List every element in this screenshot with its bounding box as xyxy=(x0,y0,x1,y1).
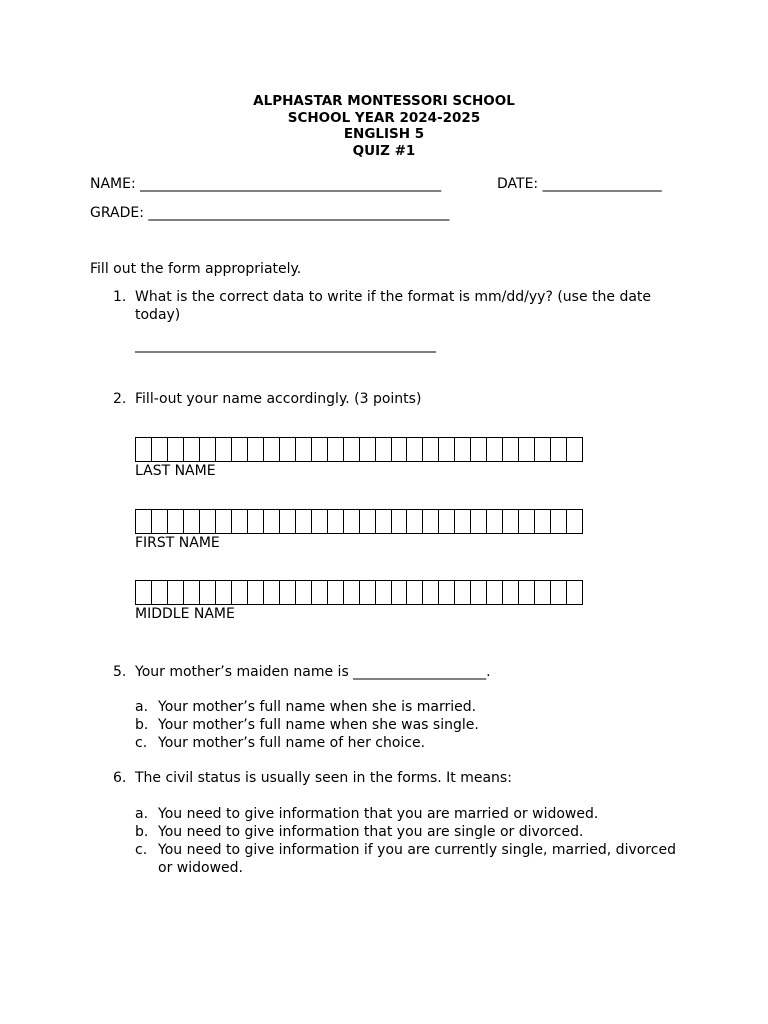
letter-box[interactable] xyxy=(423,580,439,605)
letter-box[interactable] xyxy=(376,437,392,462)
letter-box[interactable] xyxy=(328,437,344,462)
letter-box[interactable] xyxy=(567,509,583,534)
letter-box[interactable] xyxy=(152,437,168,462)
middle-name-boxes[interactable] xyxy=(135,580,583,605)
letter-box[interactable] xyxy=(216,580,232,605)
q2-number: 2. xyxy=(113,391,127,407)
letter-box[interactable] xyxy=(296,437,312,462)
letter-box[interactable] xyxy=(184,580,200,605)
q6-option-letter: a. xyxy=(135,806,149,822)
q5-option-text: Your mother’s full name when she was single. xyxy=(158,717,479,733)
last-name-boxes[interactable] xyxy=(135,437,583,462)
letter-box[interactable] xyxy=(503,580,519,605)
q5-number: 5. xyxy=(113,664,127,680)
letter-box[interactable] xyxy=(471,509,487,534)
letter-box[interactable] xyxy=(423,437,439,462)
letter-box[interactable] xyxy=(264,509,280,534)
q5-option-text: Your mother’s full name of her choice. xyxy=(158,735,426,751)
q2-text: Fill-out your name accordingly. (3 points) xyxy=(135,391,422,407)
letter-box[interactable] xyxy=(423,509,439,534)
letter-box[interactable] xyxy=(392,509,408,534)
q1-answer-line: ___________________________________________ xyxy=(135,337,436,353)
letter-box[interactable] xyxy=(248,437,264,462)
q6-option-letter: b. xyxy=(135,824,149,840)
first-name-boxes[interactable] xyxy=(135,509,583,534)
letter-box[interactable] xyxy=(439,509,455,534)
middle-name-label: MIDDLE NAME xyxy=(135,606,235,622)
letter-box[interactable] xyxy=(152,509,168,534)
letter-box[interactable] xyxy=(312,437,328,462)
letter-box[interactable] xyxy=(535,580,551,605)
letter-box[interactable] xyxy=(184,437,200,462)
letter-box[interactable] xyxy=(328,509,344,534)
q5-option-text: Your mother’s full name when she is married. xyxy=(158,699,477,715)
letter-box[interactable] xyxy=(280,580,296,605)
letter-box[interactable] xyxy=(407,580,423,605)
letter-box[interactable] xyxy=(471,580,487,605)
letter-box[interactable] xyxy=(487,580,503,605)
letter-box[interactable] xyxy=(567,580,583,605)
q6-option-text: You need to give information that you are single or divorced. xyxy=(158,824,584,840)
letter-box[interactable] xyxy=(439,437,455,462)
grade-field: GRADE: ___________________________________________ xyxy=(90,205,450,221)
q6-text: The civil status is usually seen in the forms. It means: xyxy=(135,770,512,786)
letter-box[interactable] xyxy=(248,580,264,605)
letter-box[interactable] xyxy=(519,509,535,534)
letter-box[interactable] xyxy=(535,437,551,462)
letter-box[interactable] xyxy=(344,437,360,462)
q1-text-line2: today) xyxy=(135,307,181,323)
letter-box[interactable] xyxy=(360,580,376,605)
letter-box[interactable] xyxy=(503,509,519,534)
letter-box[interactable] xyxy=(376,580,392,605)
letter-box[interactable] xyxy=(392,580,408,605)
letter-box[interactable] xyxy=(200,509,216,534)
letter-box[interactable] xyxy=(280,509,296,534)
letter-box[interactable] xyxy=(567,437,583,462)
letter-box[interactable] xyxy=(312,580,328,605)
q6-option-text: You need to give information that you are married or widowed. xyxy=(158,806,599,822)
q5-text: Your mother’s maiden name is ___________________. xyxy=(135,664,491,680)
letter-box[interactable] xyxy=(487,437,503,462)
letter-box[interactable] xyxy=(200,580,216,605)
letter-box[interactable] xyxy=(360,509,376,534)
letter-box[interactable] xyxy=(519,437,535,462)
letter-box[interactable] xyxy=(407,437,423,462)
letter-box[interactable] xyxy=(439,580,455,605)
letter-box[interactable] xyxy=(535,509,551,534)
letter-box[interactable] xyxy=(232,580,248,605)
letter-box[interactable] xyxy=(455,437,471,462)
name-field: NAME: ___________________________________________ xyxy=(90,176,442,192)
letter-box[interactable] xyxy=(168,580,184,605)
letter-box[interactable] xyxy=(376,509,392,534)
letter-box[interactable] xyxy=(216,509,232,534)
letter-box[interactable] xyxy=(551,509,567,534)
letter-box[interactable] xyxy=(455,580,471,605)
school-name: ALPHASTAR MONTESSORI SCHOOL xyxy=(253,93,515,109)
q5-option-letter: b. xyxy=(135,717,149,733)
letter-box[interactable] xyxy=(168,509,184,534)
letter-box[interactable] xyxy=(232,509,248,534)
date-field: DATE: _________________ xyxy=(497,176,662,192)
letter-box[interactable] xyxy=(503,437,519,462)
letter-box[interactable] xyxy=(264,580,280,605)
letter-box[interactable] xyxy=(264,437,280,462)
q5-option-letter: c. xyxy=(135,735,148,751)
q6-option-text-continued: or widowed. xyxy=(158,860,243,876)
letter-box[interactable] xyxy=(328,580,344,605)
letter-box[interactable] xyxy=(280,437,296,462)
q1-text-line1: What is the correct data to write if the format is mm/dd/yy? (use the date xyxy=(135,289,652,305)
q5-option-letter: a. xyxy=(135,699,149,715)
letter-box[interactable] xyxy=(216,437,232,462)
instructions: Fill out the form appropriately. xyxy=(90,261,302,277)
letter-box[interactable] xyxy=(455,509,471,534)
subject: ENGLISH 5 xyxy=(343,126,425,142)
letter-box[interactable] xyxy=(135,509,152,534)
q6-number: 6. xyxy=(113,770,127,786)
letter-box[interactable] xyxy=(296,580,312,605)
quiz-title: QUIZ #1 xyxy=(352,143,416,159)
letter-box[interactable] xyxy=(551,437,567,462)
letter-box[interactable] xyxy=(344,509,360,534)
letter-box[interactable] xyxy=(407,509,423,534)
first-name-label: FIRST NAME xyxy=(135,535,220,551)
letter-box[interactable] xyxy=(392,437,408,462)
letter-box[interactable] xyxy=(200,437,216,462)
letter-box[interactable] xyxy=(296,509,312,534)
letter-box[interactable] xyxy=(360,437,376,462)
letter-box[interactable] xyxy=(312,509,328,534)
letter-box[interactable] xyxy=(135,580,152,605)
letter-box[interactable] xyxy=(168,437,184,462)
letter-box[interactable] xyxy=(344,580,360,605)
last-name-label: LAST NAME xyxy=(135,463,216,479)
q6-option-text: You need to give information if you are currently single, married, divorced xyxy=(158,842,676,858)
school-year: SCHOOL YEAR 2024-2025 xyxy=(287,110,481,126)
q6-option-letter: c. xyxy=(135,842,148,858)
letter-box[interactable] xyxy=(184,509,200,534)
letter-box[interactable] xyxy=(248,509,264,534)
letter-box[interactable] xyxy=(152,580,168,605)
letter-box[interactable] xyxy=(135,437,152,462)
letter-box[interactable] xyxy=(232,437,248,462)
q1-number: 1. xyxy=(113,289,127,305)
letter-box[interactable] xyxy=(519,580,535,605)
letter-box[interactable] xyxy=(551,580,567,605)
letter-box[interactable] xyxy=(487,509,503,534)
letter-box[interactable] xyxy=(471,437,487,462)
